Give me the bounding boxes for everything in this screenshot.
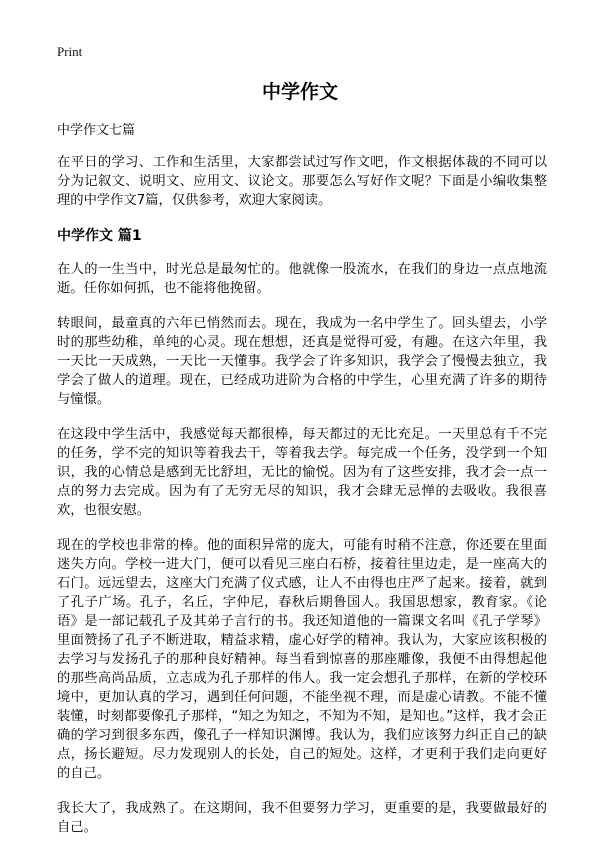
intro-paragraph: 在平日的学习、工作和生活里，大家都尝试过写作文吧，作文根据体裁的不同可以分为记叙文、说明文、应用文、议论文。那要怎么写好作文呢？下面是小编收集整理的中学作文7篇，仅供参考，欢迎大家阅读。 xyxy=(57,155,547,208)
print-link[interactable]: Print xyxy=(57,44,83,59)
page-title: 中学作文 xyxy=(261,81,338,103)
paragraph: 我长大了，我成熟了。在这期间，我不但要努力学习，更重要的是，我要做最好的自己。 xyxy=(57,801,547,835)
paragraph: 转眼间，最童真的六年已悄然而去。现在，我成为一名中学生了。回头望去，小学时的那些幼稚，单纯的心灵。现在想想，还真是觉得可爱，有趣。在这六年里，我一天比一天成熟，一天比一天懂事。我学会了许多知识，我学会了慢慢去独立，我学会了做人的道理。现在，已经成功进阶为合格的中学生，心里充满了许多的期待与憧憬。 xyxy=(57,316,547,407)
paragraph: 在人的一生当中，时光总是最匆忙的。他就像一股流水，在我们的身边一点点地流逝。任你如何抓，也不能将他挽留。 xyxy=(57,262,547,296)
paragraph: 在这段中学生活中，我感觉每天都很棒，每天都过的无比充足。一天里总有千不完的任务，学不完的知识等着我去干，等着我去学。每完成一个任务，没学到一个知识，我的心情总是感到无比舒坦，无比的愉悦。因为有了这些安排，我才会一点一点的努力去完成。因为有了无穷无尽的知识，我才会肆无忌惮的去吸收。我很喜欢，也很安慰。 xyxy=(57,427,547,518)
section-heading: 中学作文 篇1 xyxy=(57,228,142,244)
article-subtitle: 中学作文七篇 xyxy=(57,123,136,138)
article-body xyxy=(57,121,547,853)
paragraph: 现在的学校也非常的棒。他的面积异常的庞大，可能有时稍不注意，你还要在里面迷失方向。学校一进大门，便可以看见三座白石桥，接着往里边走，是一座高大的石门。远远望去，这座大门充满了仪式感，让人不由得也庄严了起来。接着，就到了孔子广场。孔子，名丘，字仲尼，春秋后期鲁国人。我国思想家，教育家。《论语》是一部记载孔子及其弟子言行的书。我还知道他的一篇课文名叫《孔子学琴》里面赞扬了孔子不断进取，精益求精，虚心好学的精神。我认为，大家应该积极的去学习与发扬孔子的那种良好精神。每当看到惊喜的那座雕像，我便不由得想起他的那些高尚品质，立志成为孔子那样的伟人。我一定会想孔子那样，在新的学校环境中，更加认真的学习，遇到任何问题，不能坐视不理，而是虚心请教。不能不懂装懂，时刻都要像孔子那样，“知之为知之，不知为不知，是知也。”这样，我才会正确的学习到很多东西，像孔子一样知识渊博。我认为，我们应该努力纠正自己的缺点，扬长避短。尽力发现别人的长处，自己的短处。这样，才更利于我们走向更好的自己。 xyxy=(57,538,547,781)
